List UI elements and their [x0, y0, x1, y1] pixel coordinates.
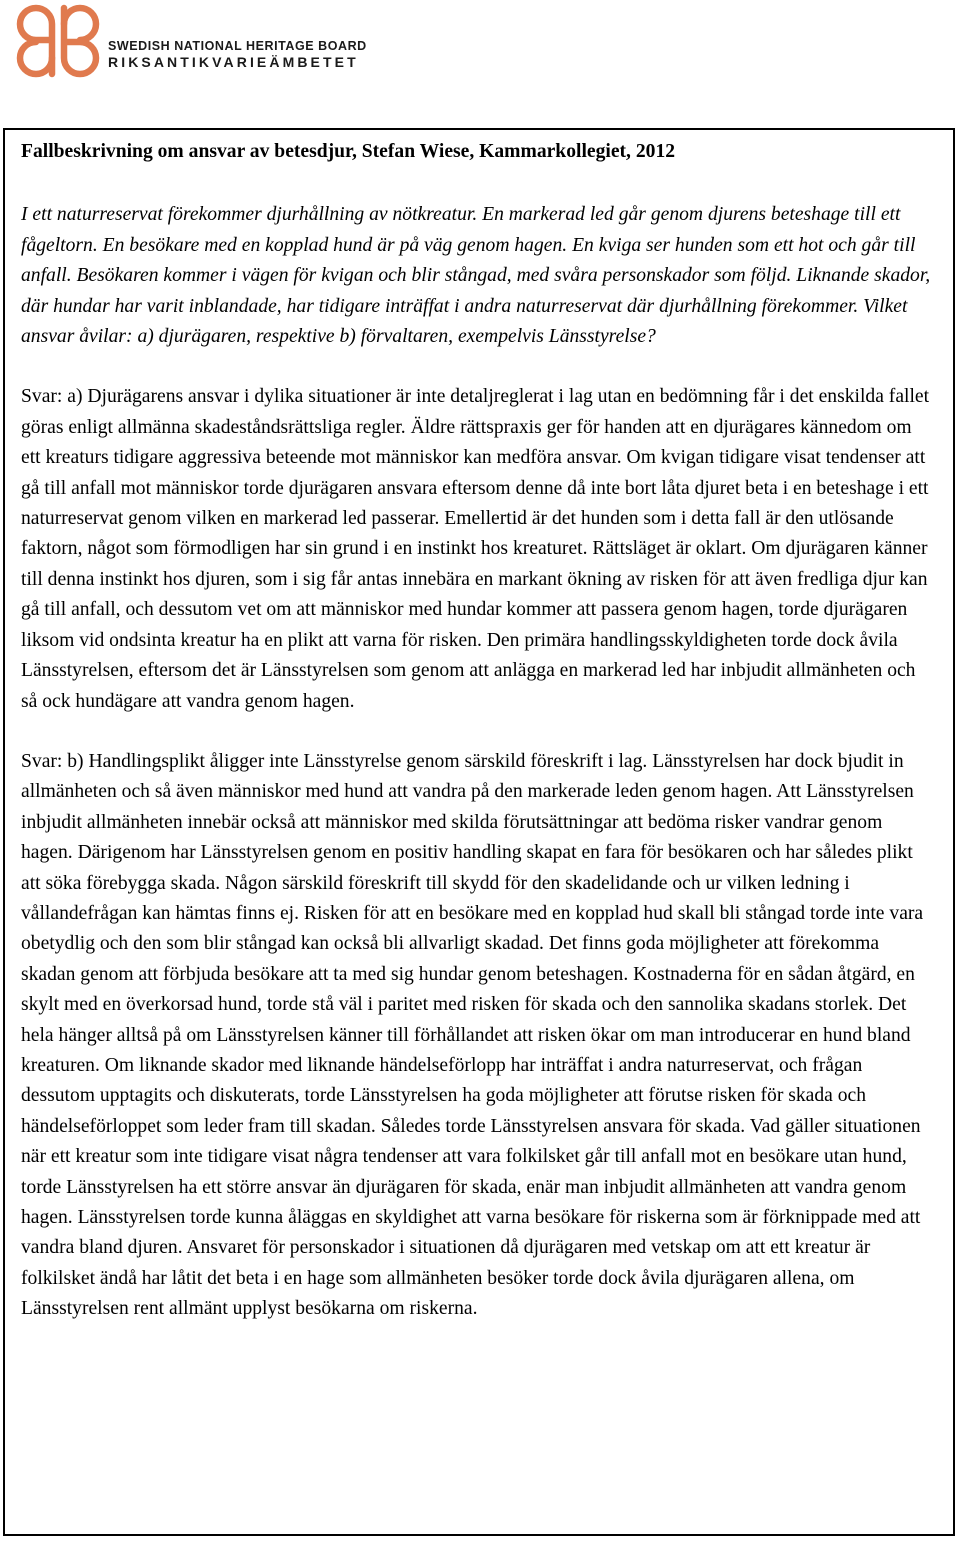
case-question: I ett naturreservat förekommer djurhållning av nötkreatur. En markerad led går genom djurens beteshage till ett fågeltorn. En besökare med en kopplad hund är på väg genom hagen. En kviga ser hunden som ett hot och går till anfall. Besökaren kommer i vägen för kvigan och blir stångad, med svåra personskador som följd. Liknande skador, där hundar har varit inblandade, har tidigare inträffat i andra naturreservat där djurhållning förekommer. Vilket ansvar åvilar: a) djurägaren, respektive b) förvaltaren, exempelvis Länsstyrelse?	[21, 204, 931, 348]
org-name-sv: RIKSANTIKVARIEÄMBETET	[108, 54, 359, 70]
answer-b: Svar: b) Handlingsplikt åligger inte Länsstyrelse genom särskild föreskrift i lag. Länsstyrelsen har dock bjudit in allmänheten och så även människor med hund att vandra på den markerade leden genom hagen. Att Länsstyrelsen inbjudit allmänheten innebär också att människor med skilda förutsättningar att bedöma risker vandrar genom hagen. Därigenom har Länsstyrelsen genom en positiv handling skapat en fara för besökaren och har således plikt att söka förebygga skada. Någon särskild föreskrift till skydd för den skadelidande och ur vilken ledning i vållandefrågan kan hämtas finns ej. Risken för att en besökare med en kopplad hud skall bli stångad torde inte vara obetydlig och den som blir stångad kan också bli allvarligt skadad. Det finns goda möjligheter att förekomma skadan genom att förbjuda besökare att ta med sig hundar genom beteshagen. Kostnaderna för en sådan åtgärd, en skylt med en överkorsad hund, torde stå väl i paritet med risken för skada och den sannolika skadans storlek. Det hela hänger alltså på om Länsstyrelsen känner till förhållandet att risken ökar om man introducerar en hund bland kreaturen. Om liknande skador med liknande händelseförlopp har inträffat i andra naturreservat, och frågan dessutom upptagits och diskuterats, torde Länsstyrelsen ha goda möjligheter att förutse risken för skada och händelseförloppet som leder fram till skadan. Således torde Länsstyrelsen ansvara för skada. Vad gäller situationen när ett kreatur som inte tidigare visat några tendenser att vara folkilsket går till anfall mot en besökare utan hund, torde Länsstyrelsen ha ett större ansvar än djurägaren för skada, enär man inbjudit allmänheten att vandra genom hagen. Länsstyrelsen torde kunna åläggas en skyldighet att varna besökare för riskerna som är förknippade med att vandra bland djuren. Ansvaret för personskador i situationen då djurägaren med vetskap om att ett kreatur är folkilsket ändå har låtit det beta i en hage som allmänheten besöker torde dock åvila djurägaren allena, om Länsstyrelsen rent allmänt upplyst besökarna om riskerna.	[21, 750, 924, 1320]
raa-logo-mark-icon	[12, 2, 104, 80]
document-title: Fallbeskrivning om ansvar av betesdjur, Stefan Wiese, Kammarkollegiet, 2012	[21, 141, 676, 162]
raa-logo	[12, 2, 372, 82]
document-body	[21, 137, 933, 1325]
answer-a: Svar: a) Djurägarens ansvar i dylika situationer är inte detaljreglerat i lag utan en bedömning får i det enskilda fallet göras enligt allmänna skadeståndsrättsliga regler. Äldre rättspraxis ger för handen att en djurägares kännedom om ett kreaturs tidigare aggressiva beteende mot människor kan medföra ansvar. Om kvigan tidigare visat tendenser att gå till anfall mot människor torde djurägaren ansvara eftersom denne då inte bort låta djuret beta i en beteshage i ett naturreservat genom vilken en markerad led passerar. Emellertid är det hunden som i detta fall är den utlösande faktorn, något som förmodligen har sin grund i en instinkt hos kreaturet. Rättsläget är oklart. Om djurägaren känner till denna instinkt hos djuren, som i sig får antas innebära en markant ökning av risken för att även fredliga djur kan gå till anfall, och dessutom vet om att människor med hundar kommer att passera genom hagen, torde djurägaren liksom vid ondsinta kreatur ha en plikt att varna för risken. Den primära handlingsskyldigheten torde dock åvila Länsstyrelsen, eftersom det är Länsstyrelsen som genom att anlägga en markerad led har inbjudit allmänheten och så ock hundägare att vandra genom hagen.	[21, 386, 930, 712]
org-name	[108, 39, 367, 71]
org-name-en: SWEDISH NATIONAL HERITAGE BOARD	[108, 39, 367, 53]
